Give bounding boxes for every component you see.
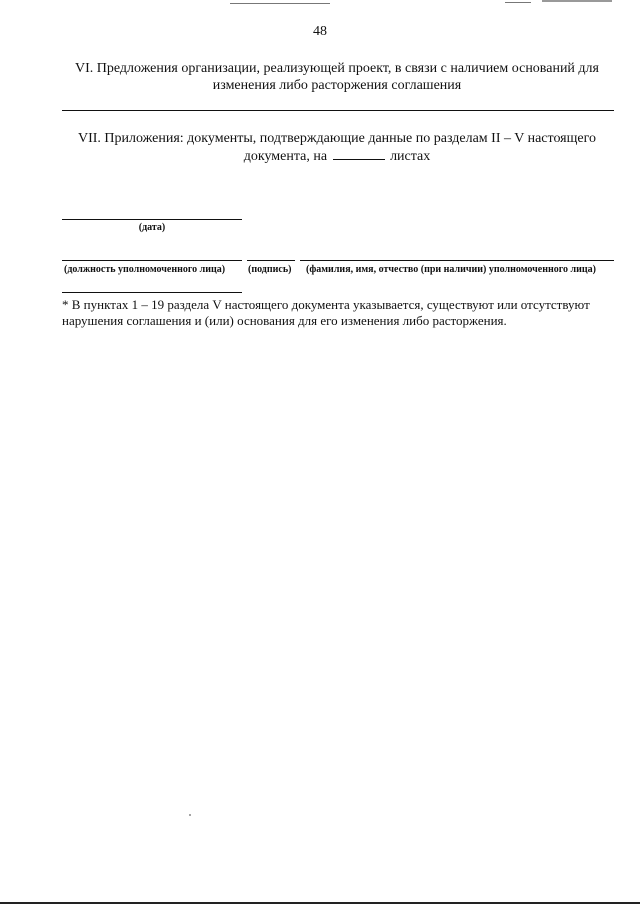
footnote-line-2: нарушения соглашения и (или) основания для его изменения либо расторжения. (62, 313, 507, 328)
page-number: 48 (313, 24, 327, 39)
footnote-separator (62, 292, 242, 293)
section-vii-line-2-suffix: листах (390, 149, 431, 164)
sheet-count-blank (333, 147, 385, 160)
signature-caption: (подпись) (248, 264, 292, 275)
section-vi-fill-line (62, 110, 614, 111)
section-vi-heading (62, 60, 612, 94)
section-vii-line-2-prefix: документа, на (243, 149, 328, 164)
date-caption: (дата) (138, 222, 166, 233)
section-vii-heading (62, 130, 612, 165)
scan-artifact-top-right (505, 2, 531, 3)
date-line (62, 219, 242, 220)
full-name-line (300, 260, 614, 261)
section-vi-line-2: изменения либо расторжения соглашения (212, 78, 462, 93)
footnote (62, 297, 614, 329)
scan-artifact-top-left (230, 3, 330, 4)
section-vii-line-2 (62, 147, 612, 165)
scan-artifact-bottom-edge (0, 902, 640, 904)
section-vi-line-1: VI. Предложения организации, реализующей проект, в связи с наличием оснований для (75, 61, 599, 76)
position-caption: (должность уполномоченного лица) (64, 264, 226, 275)
signature-line (247, 260, 295, 261)
full-name-caption: (фамилия, имя, отчество (при наличии) уполномоченного лица) (306, 264, 596, 275)
position-line (62, 260, 242, 261)
scan-artifact-top-right-edge (542, 0, 612, 2)
section-vii-line-1: VII. Приложения: документы, подтверждающие данные по разделам II – V настоящего (77, 131, 596, 146)
scan-artifact-dot (189, 814, 191, 816)
footnote-line-1: * В пунктах 1 – 19 раздела V настоящего документа указывается, существуют или отсутствуют (62, 297, 590, 312)
